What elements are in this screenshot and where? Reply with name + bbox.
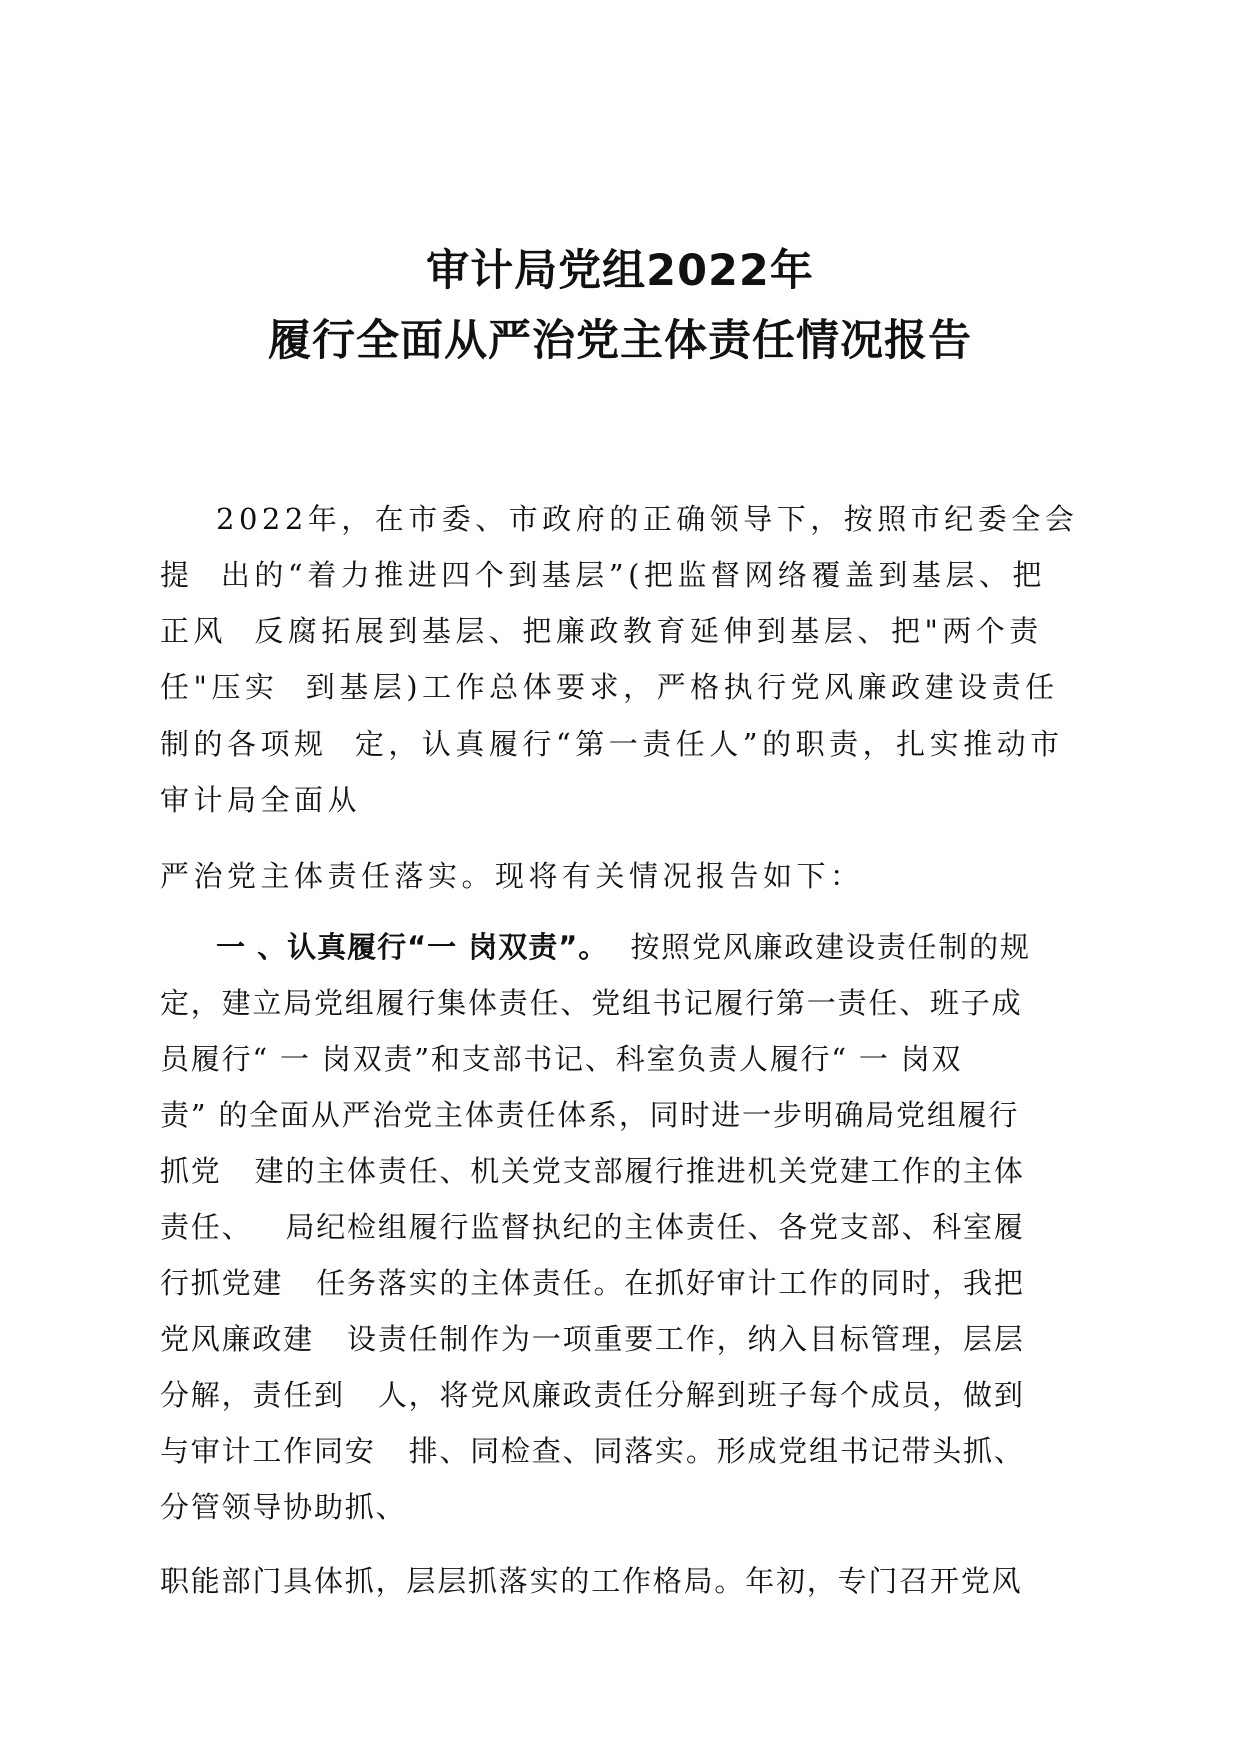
- paragraph-line: 制的各项规 定，认真履行“第一责任人”的职责，扎实推动市: [160, 727, 1064, 761]
- paragraph-line: 任"压实 到基层)工作总体要求，严格执行党风廉政建设责任: [160, 670, 1059, 704]
- paragraph-line: 责” 的全面从严治党主体责任体系，同时进一步明确局党组履行: [160, 1098, 1020, 1132]
- section-1-heading: 一 、认真履行“一 岗双责”。: [216, 930, 609, 964]
- paragraph-line: 审计局全面从: [160, 783, 362, 817]
- paragraph-line: 员履行“ 一 岗双责”和支部书记、科室负责人履行“ 一 岗双: [160, 1042, 963, 1076]
- paragraph-line: 抓党 建的主体责任、机关党支部履行推进机关党建工作的主体: [160, 1154, 1025, 1188]
- paragraph-line: 党风廉政建 设责任制作为一项重要工作，纳入目标管理，层层: [160, 1322, 1025, 1356]
- paragraph-line: 正风 反腐拓展到基层、把廉政教育延伸到基层、把"两个责: [160, 614, 1043, 648]
- paragraph-line: 分解，责任到 人，将党风廉政责任分解到班子每个成员，做到: [160, 1378, 1025, 1412]
- document-title-line-2: 履行全面从严治党主体责任情况报告: [268, 316, 972, 366]
- paragraph-line: 提 出的“着力推进四个到基层”(把监督网络覆盖到基层、把: [160, 558, 1046, 592]
- paragraph-line: 与审计工作同安 排、同检查、同落实。形成党组书记带头抓、: [160, 1434, 1025, 1468]
- document-title-line-1: 审计局党组2022年: [426, 246, 814, 296]
- paragraph-line: 严治党主体责任落实。现将有关情况报告如下：: [160, 859, 864, 893]
- paragraph-line: 2022年，在市委、市政府的正确领导下，按照市纪委全会: [216, 502, 1079, 536]
- paragraph-line: 定，建立局党组履行集体责任、党组书记履行第一责任、班子成: [160, 986, 1023, 1020]
- paragraph-line: 责任、 局纪检组履行监督执纪的主体责任、各党支部、科室履: [160, 1210, 1025, 1244]
- paragraph-line: 分管领导协助抓、: [160, 1490, 407, 1524]
- paragraph-line: 行抓党建 任务落实的主体责任。在抓好审计工作的同时，我把: [160, 1266, 1025, 1300]
- paragraph-line: 职能部门具体抓，层层抓落实的工作格局。年初，专门召开党风: [160, 1564, 1023, 1598]
- section-1-first-line-text: 按照党风廉政建设责任制的规: [630, 930, 1031, 964]
- section-1-first-line: [216, 930, 1031, 964]
